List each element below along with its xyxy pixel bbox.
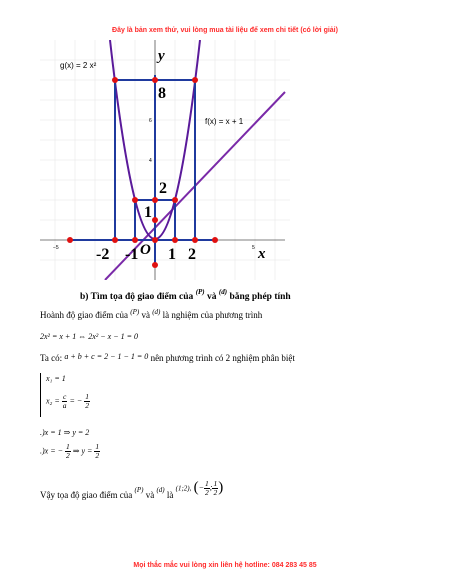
conclusion: Vậy tọa độ giao điểm của $_{(P)}$ và $_{(d)}$ là (1;2), (− $\frac{1}{2}$ ; $\frac{1}{2}$ ): [40, 479, 224, 501]
big-label-1: 1: [168, 246, 176, 263]
function-graph: [40, 40, 290, 280]
tick-y-6: 6: [149, 118, 152, 124]
tick-y-4: 4: [149, 158, 152, 164]
axis-x-label: x: [258, 246, 266, 262]
case-x-neg-half: .)x = − $\frac{1}{2}$ ⇒ y = $\frac{1}{2}$: [40, 442, 100, 460]
axis-y-label: y: [158, 48, 165, 64]
system-brace: [40, 373, 41, 417]
root-x1: x₁ = 1: [46, 374, 66, 383]
big-label-y8: 8: [158, 85, 166, 102]
origin-label: O: [140, 242, 151, 258]
line-ta-co: Ta có: a + b + c = 2 − 1 − 1 = 0 nên phương trình có 2 nghiệm phân biệt: [40, 352, 295, 363]
bottom-banner: Mọi thắc mắc vui lòng xin liên hệ hotline: 084 283 45 85: [133, 562, 317, 569]
tick-x-right: 5: [252, 245, 255, 251]
root-x2: x₂ = $\frac{c}{a}$ = − $\frac{1}{2}$: [46, 392, 90, 410]
equation-1: 2x² = x + 1 ⇔ 2x² − x − 1 = 0: [40, 332, 138, 341]
construction-segments: [70, 75, 215, 265]
point-2: (− $\frac{1}{2}$ ; $\frac{1}{2}$ ): [193, 479, 224, 497]
line-intersection-intro: Hoành độ giao điểm của $^{(P)}$ và $^{(d)}$ là nghiệm của phương trình: [40, 308, 263, 320]
big-label-2: 2: [188, 246, 196, 263]
grid: [40, 40, 290, 280]
big-label-neg1: -1: [125, 246, 139, 263]
label-f: f(x) = x + 1: [205, 117, 244, 126]
big-label-neg2: -2: [96, 246, 110, 263]
tick-x-left: −5: [53, 245, 59, 251]
big-label-y2: 2: [159, 180, 167, 197]
section-heading: b) Tìm tọa độ giao điểm của $^{(P)}$ và $^{(d)}$ bằng phép tính: [80, 288, 291, 302]
top-banner: Đây là bản xem thử, vui lòng mua tài liệu để xem chi tiết (có lời giải): [112, 27, 338, 34]
label-g: g(x) = 2 x²: [60, 61, 97, 70]
case-x-1: .)x = 1 ⇒ y = 2: [40, 428, 90, 437]
big-label-y1: 1: [144, 204, 152, 221]
point-1: (1;2),: [175, 484, 192, 493]
